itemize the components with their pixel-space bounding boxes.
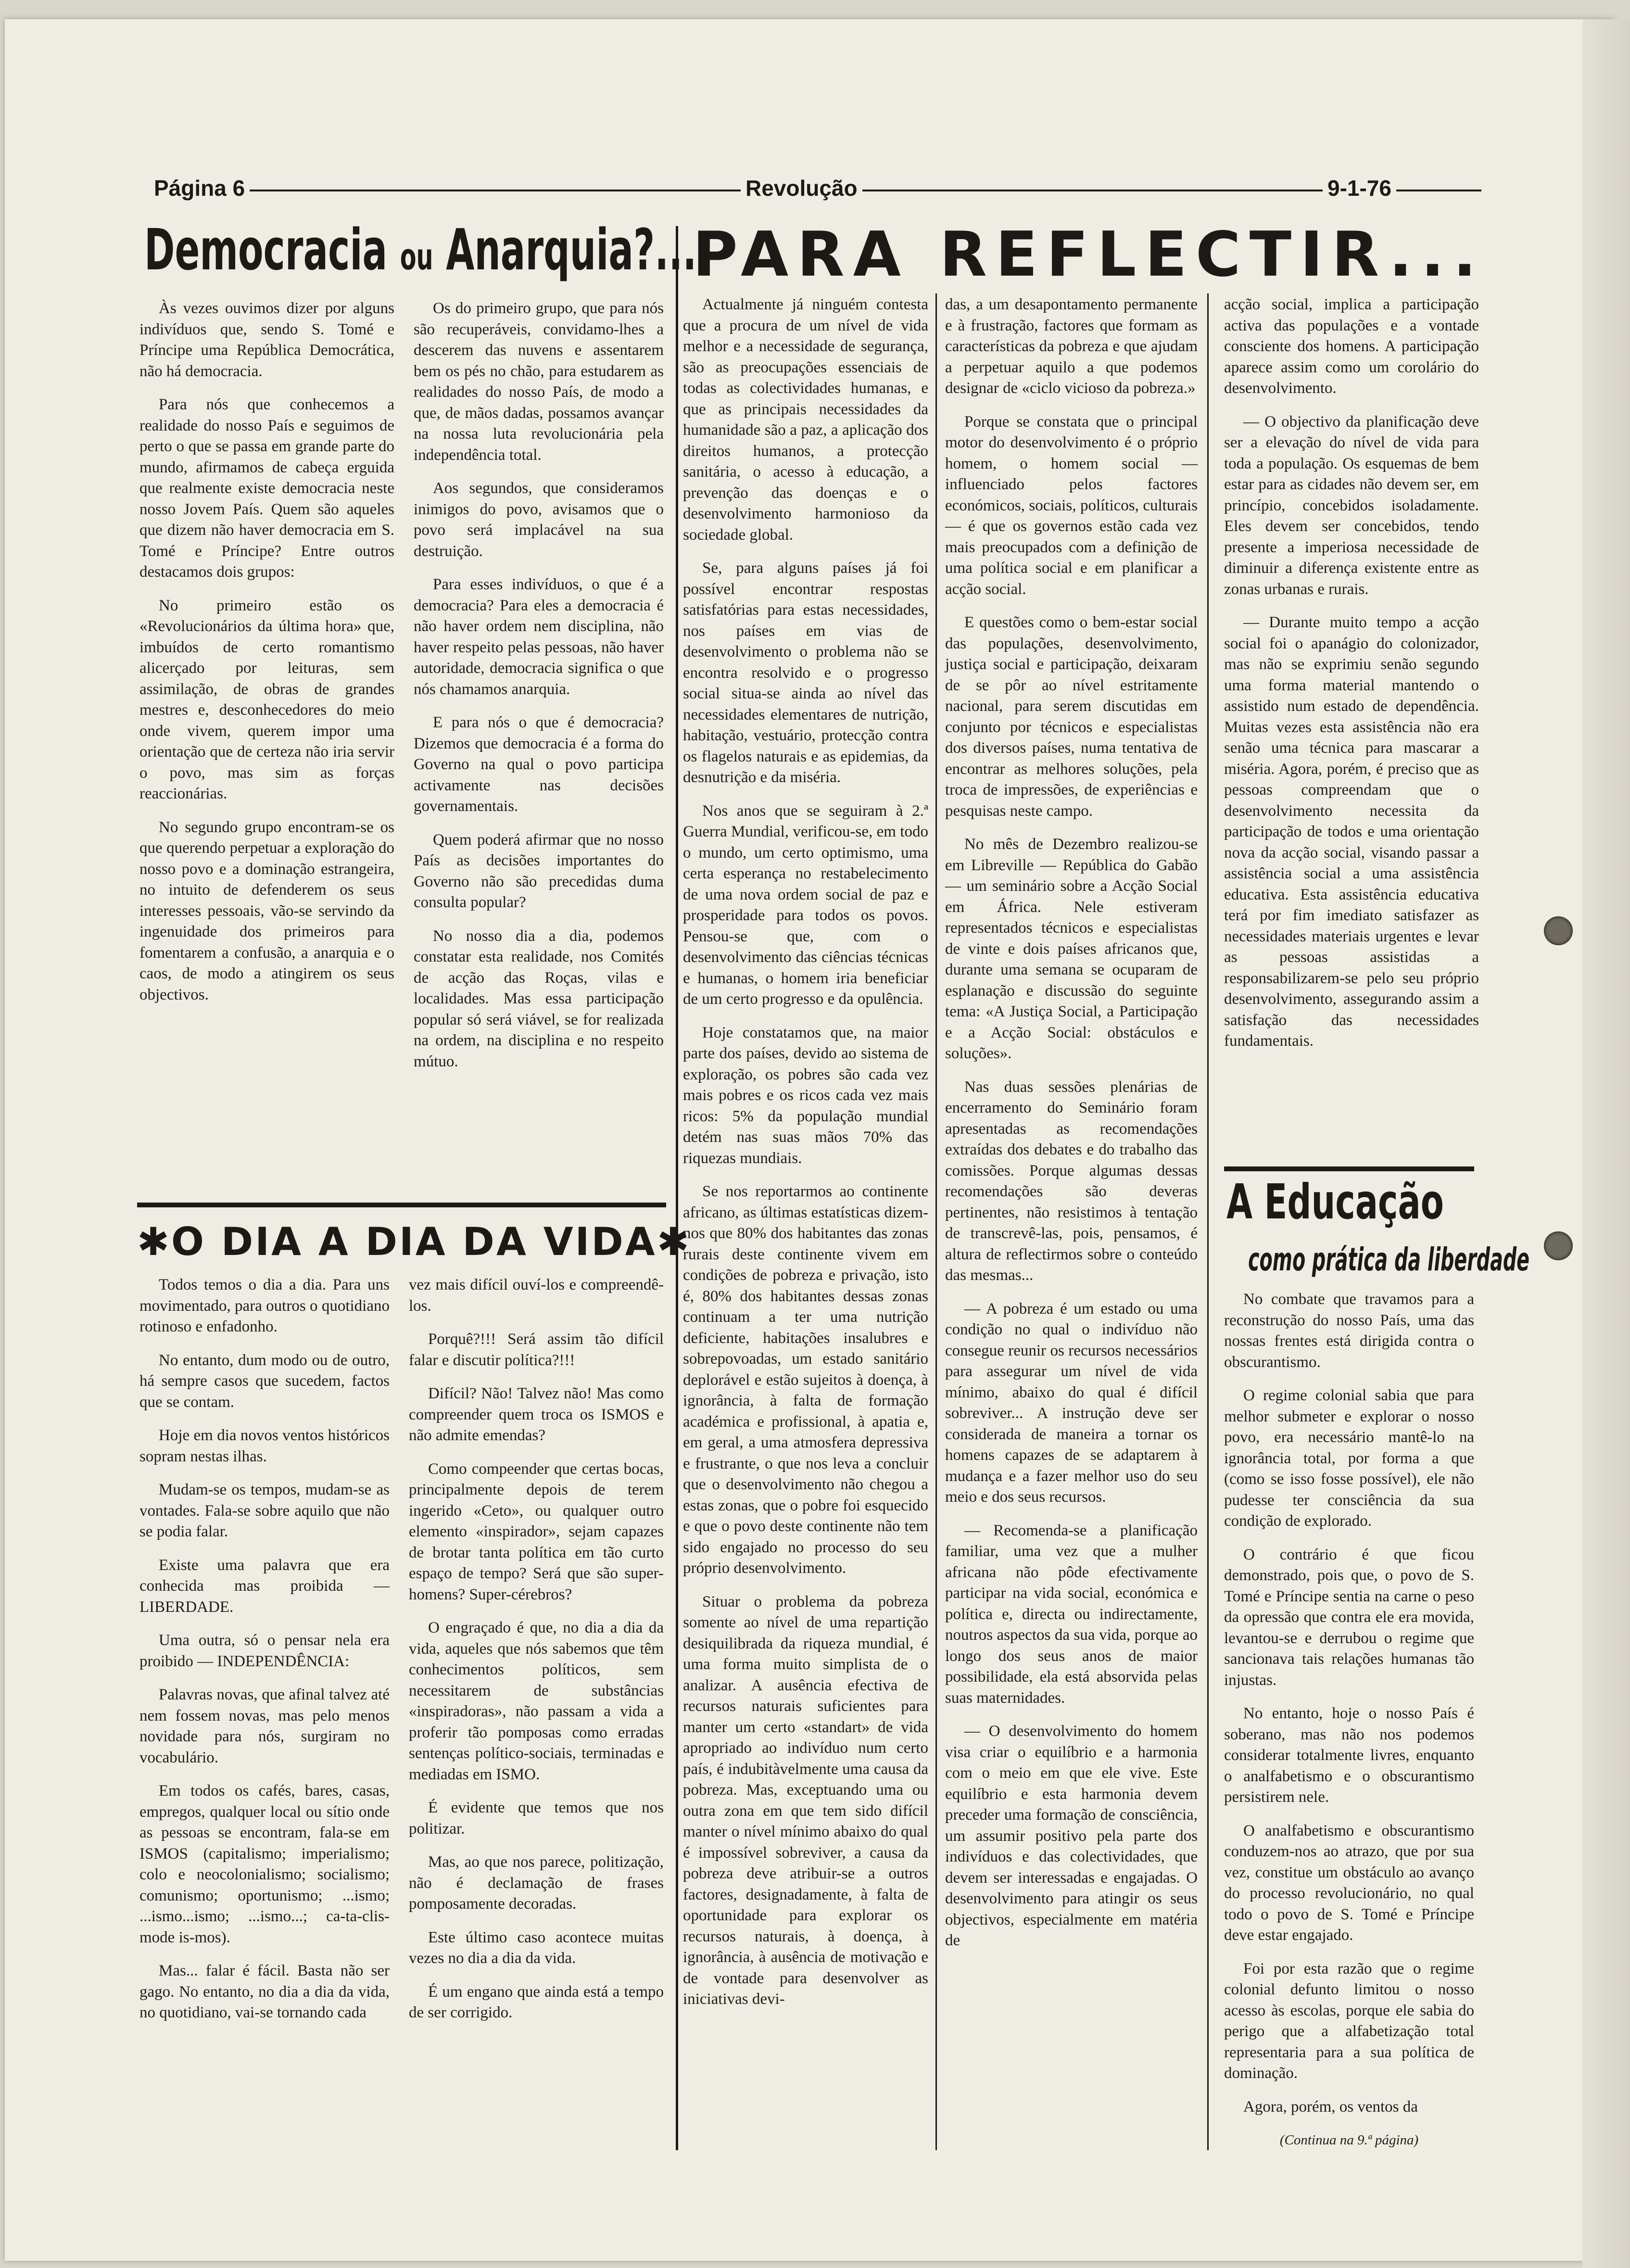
reflectir-col-3: acção social, implica a participação activa das populações e a vontade consciente dos homens. A participação aparece assim como um corolário do desenvolvimento. — O objectivo da planificação deve ser a elevação do nível de vida para toda a população. Os esquemas de bem estar para as cidades não devem ser, em princípio, concebidos isoladamente. Eles devem ser concebidos, tendo presente a imperiosa necessidade de diminuir a diferença existente entre as zonas urbanas e rurais. — Durante muito tempo a acção social foi o apanágio do colonizador, mas não se exprimiu senão segundo uma forma material mantendo o assistido num estado de dependência. Muitas vezes esta assistência não era senão uma técnica para mascarar a miséria. Agora, porém, é preciso que as pessoas compreendam que o desenvolvimento necessita da participação de todos e uma orientação nova da acção social, visando passar a assistência social a uma assistência educativa. Esta assistência educativa terá por fim imediato satisfazer as necessidades materiais urgentes e levar as pessoas assistidas a responsabilizarem-se pelo seu próprio desenvolvimento, assegurando assim a satisfação das necessidades fundamentais. — [1224, 296, 1479, 1050]
educacao-subtitle: como prática da liberdade — [1248, 1241, 1530, 1278]
reflectir-col-2: das, a um desapontamento permanente e à frustração, factores que formam as características da pobreza e que ajudam a perpetuar aquilo a que podemos designar de «ciclo vicioso da pobreza.» Porque se constata que o principal motor do desenvolvimento é o próprio homem, o homem social — influenciado pelos factores económicos, sociais, políticos, culturais — é que os governos estão cada vez mais preocupados com a definição de uma política social e em planificar a acção social. E questões como o bem-estar social das populações, desenvolvimento, justiça social e participação, deixaram de se pôr ao nível estritamente nacional, para serem discutidas em conjunto por técnicos e especialistas dos diversos países, numa tentativa de encontrar as melhores soluções, pela troca de impressões, de experiências e pesquisas neste campo. No mês de Dezembro realizou-se em Libreville — República do Gabão — um seminário sobre a Acção Social em África. Nele estiveram representados técnicos e especialistas de vinte e dois países africanos que, durante uma semana se ocuparam de esplanação e discussão do seguinte tema: «A Justiça Social, a Participação e a Acção Social: obstáculos e soluções». Nas duas sessões plenárias de encerramento do Seminário foram apresentadas as recomendações extraídas dos debates e do trabalho das comissões. Porque algumas dessas recomendações são deveras pertinentes, não resistimos à tentação de transcrevê-las, pois, pensamos, é altura de reflectirmos sobre o conteúdo das mesmas... — A pobreza é um estado ou uma condição no qual o indivíduo não consegue reunir os recursos necessários para assegurar um nível de vida mínimo, abaixo do qual é difícil sobreviver... A instrução deve ser considerada de maneira a tornar os homens capazes de se adaptarem à mudança e a fazer melhor uso do seu meio e dos seus recursos. — Recomenda-se a planificação familiar, uma vez que a mulher africana não pôde efectivamente participar na vida social, económica e política e, directa ou indirectamente, noutros aspectos da sua vida, porque ao longo dos seus anos de maior possibilidade, ela está absorvida pelas suas maternidades. — O desenvolvimento do homem visa criar o equilíbrio e a harmonia com o meio em que ele vive. Este equilíbrio e esta harmonia devem preceder uma formação de consciência, um assumir positivo pela parte dos indivíduos e das colectividades, que devem ser interessadas e engajadas. O desenvolvimento para atingir os seus objectivos, especialmente em matéria de — [945, 296, 1198, 1949]
column-rule — [1207, 293, 1209, 2150]
punch-hole — [1544, 916, 1573, 945]
column-rule — [935, 293, 937, 2150]
punch-hole — [1544, 1231, 1573, 1260]
header-date: 9-1-76 — [1323, 175, 1396, 201]
educacao-col: No combate que travamos para a reconstrução do nosso País, uma das nossas frentes está dirigida contra o obscurantismo. O regime colonial sabia que para melhor submeter e explorar o nosso povo, era necessário mantê-lo na ignorância total, por forma a que (como se isso fosse possível), ele não pudesse ter consciência da sua condição de explorado. O contrário é que ficou demonstrado, pois que, o povo de S. Tomé e Príncipe sentia na carne o peso da opressão que contra ele era movida, levantou-se e derrubou o regime que sancionava tais relações humanas tão injustas. No entanto, hoje o nosso País é soberano, mas não nos podemos considerar totalmente livres, enquanto o analfabetismo e o obscurantismo persistirem nele. O analfabetismo e obscurantismo conduzem-nos ao atrazo, que por sua vez, constitue um obstáculo ao avanço do processo revolucionário, no qual todo o povo de S. Tomé e Príncipe deve estar engajado. Foi por esta razão que o regime colonial defunto limitou o nosso acesso às escolas, porque ele sabia do perigo que a alfabetização total representaria para a sua política de dominação. Agora, porém, os ventos da (Continua na 9.ª página) — [1224, 1289, 1474, 2164]
section-rule — [137, 1203, 666, 1207]
column-rule-main — [676, 226, 678, 2150]
page-edge — [1582, 19, 1630, 2268]
educacao-title: A Educação — [1226, 1174, 1444, 1230]
dia-title: ✱O DIA A DIA DA VIDA✱ — [137, 1219, 691, 1264]
dia-col-1: Todos temos o dia a dia. Para uns movimentado, para outros o quotidiano rotinoso e enfadonho. No entanto, dum modo ou de outro, há sempre casos que sucedem, factos que se contam. Hoje em dia novos ventos históricos sopram nestas ilhas. Mudam-se os tempos, mudam-se as vontades. Fala-se sobre aquilo que não se podia falar. Existe uma palavra que era conhecida mas proibida — LIBERDADE. Uma outra, só o pensar nela era proibido — INDEPENDÊNCIA: Palavras novas, que afinal talvez até nem fossem novas, mas pelo menos novidade para nós, surgiram no vocabulário. Em todos os cafés, bares, casas, empregos, qualquer local ou sítio onde as pessoas se encontram, fala-se em ISMOS (capitalismo; imperialismo; colo e neocolonialismo; socialismo; comunismo; oportunismo; ...ismo; ...ismo...ismo; ...ismo...; ca-ta-clis-mode is-mos). Mas... falar é fácil. Basta não ser gago. No entanto, no dia a dia da vida, no quotidiano, vai-se tornando cada — [139, 1276, 390, 2021]
reflectir-col-1: Actualmente já ninguém contesta que a procura de um nível de vida melhor e a necessidade de segurança, são as preocupações essenciais de todas as colectividades humanas, e que as principais necessidades da humanidade são a paz, a aplicação dos direitos humanos, a protecção sanitária, o acesso à educação, a prevenção das doenças e o desenvolvimento harmonioso da sociedade global. Se, para alguns países já foi possível encontrar respostas satisfatórias para estas necessidades, nos países em vias de desenvolvimento o problema não se encontra resolvido e o progresso social situa-se ainda ao nível das necessidades elementares de nutrição, habitação, vestuário, protecção contra os flagelos naturais e as epidemias, da desnutrição e da miséria. Nos anos que se seguiram à 2.ª Guerra Mundial, verificou-se, em todo o mundo, um certo optimismo, uma certa esperança no restabelecimento de uma nova ordem social de paz e prosperidade para todos os povos. Pensou-se que, com o desenvolvimento das ciências técnicas e humanas, o homem iria beneficiar de um certo progresso e da opulência. Hoje constatamos que, na maior parte dos países, devido ao sistema de exploração, os pobres são cada vez mais pobres e os ricos cada vez mais ricos: 5% da população mundial detém nas suas mãos 70% das riquezas mundiais. Se nos reportarmos ao continente africano, as últimas estatísticas dizem-nos que 80% dos habitantes das zonas rurais deste continente vivem em condições de pobreza e privação, isto é, 80% dos habitantes dessas zonas continuam a ter uma nutrição deficiente, habitações insalubres e sobrepovoadas, um estado sanitário deplorável e estão sujeitos à doença, à ignorância, à falta de formação académica e profissional, à apatia e, em geral, a uma atmosfera depressiva e frustrante, o que nos leva a concluir que o desenvolvimento não chegou a estas zonas, que o pobre foi esquecido e que o povo deste continente não tem sido engajado no processo do seu próprio desenvolvimento. Situar o problema da pobreza somente ao nível de uma repartição desiquilibrada da riqueza mundial, é uma forma muito simplista de o analizar. A ausência efectiva de recursos naturais suficientes para manter um certo «standart» de vida apropriado ao indivíduo num certo país, é indubitàvelmente uma causa da pobreza. Mas, exceptuando uma ou outra zona em que tem sido difícil manter o nível mínimo abaixo do qual é impossível sobreviver, a causa da pobreza deve atribuir-se a outros factores, designadamente, à falta de oportunidade para explorar os recursos naturais, à doença, à ignorância, à ausência de motivação e de vontade para desenvolver as iniciativas devi- — [683, 296, 928, 2008]
header-page-number: Página 6 — [149, 175, 250, 201]
reflectir-title: PARA REFLECTIR... — [693, 219, 1485, 291]
section-rule — [1224, 1166, 1474, 1171]
header-paper-name: Revolução — [741, 175, 862, 201]
page-header — [149, 173, 1481, 207]
democracia-title: Democracia ou Anarquia?... — [144, 216, 697, 283]
democracia-col-1: Às vezes ouvimos dizer por alguns indivíduos que, sendo S. Tomé e Príncipe uma República Democrática, não há democracia. Para nós que conhecemos a realidade do nosso País e seguimos de perto o que se passa em grande parte do mundo, afirmamos de cabeça erguida que realmente existe democracia neste nosso Jovem País. Quem são aqueles que dizem não haver democracia em S. Tomé e Príncipe? Entre outros destacamos dois grupos: No primeiro estão os «Revolucionários da última hora» que, imbuídos de certo romantismo alicerçado por leituras, sem assimilação, de obras de grandes mestres e, desconhecedores do meio onde vivem, querem impor uma orientação que de certeza não iria servir o povo, mas sim as forças reaccionárias. No segundo grupo encontram-se os que querendo perpetuar a exploração do nosso povo e a dominação estrangeira, no intuito de defenderem os seus interesses pessoais, vão-se servindo da ingenuidade dos primeiros para fomentarem a confusão, a anarquia e o caos, de modo a atingirem os seus objectivos. — [139, 300, 394, 1003]
dia-col-2: vez mais difícil ouví-los e compreendê-los. Porquê?!!! Será assim tão difícil falar e discutir política?!!! Difícil? Não! Talvez não! Mas como compreender quem troca os ISMOS e não admite emendas? Como compeender que certas bocas, principalmente depois de terem ingerido «Ceto», ou qualquer outro elemento «inspirador», sejam capazes de brotar tanta política em tão curto espaço de tempo? Será que são super-homens? Super-cérebros? O engraçado é que, no dia a dia da vida, aqueles que nós sabemos que têm conhecimentos políticos, sem necessitarem de substâncias «inspiradoras», não passam a vida a proferir tão pomposas como erradas sentenças político-sociais, terminadas e mediadas em ISMO. É evidente que temos que nos politizar. Mas, ao que nos parece, politização, não é declamação de frases pomposamente decoradas. Este último caso acontece muitas vezes no dia a dia da vida. É um engano que ainda está a tempo de ser corrigido. — [409, 1276, 664, 2021]
continued-note: (Continua na 9.ª página) — [1279, 2132, 1419, 2148]
democracia-col-2: Os do primeiro grupo, que para nós são recuperáveis, convidamo-lhes a descerem das nuvens e assentarem bem os pés no chão, para estudarem as realidades do nosso País, de modo a que, de mãos dadas, possamos avançar na nossa luta revolucionária pela independência total. Aos segundos, que consideramos inimigos do povo, avisamos que o povo será implacável na sua destruição. Para esses indivíduos, o que é a democracia? Para eles a democracia é não haver ordem nem disciplina, não haver respeito pelas pessoas, não haver autoridade, democracia significa o que nós chamamos anarquia. E para nós o que é democracia? Dizemos que democracia é a forma do Governo na qual o povo participa activamente nas decisões governamentais. Quem poderá afirmar que no nosso País as decisões importantes do Governo não são precedidas duma consulta popular? No nosso dia a dia, podemos constatar esta realidade, nos Comités de acção das Roças, vilas e localidades. Mas essa participação popular só será viável, se for realizada na ordem, na disciplina e no respeito mútuo. — [414, 300, 664, 1070]
